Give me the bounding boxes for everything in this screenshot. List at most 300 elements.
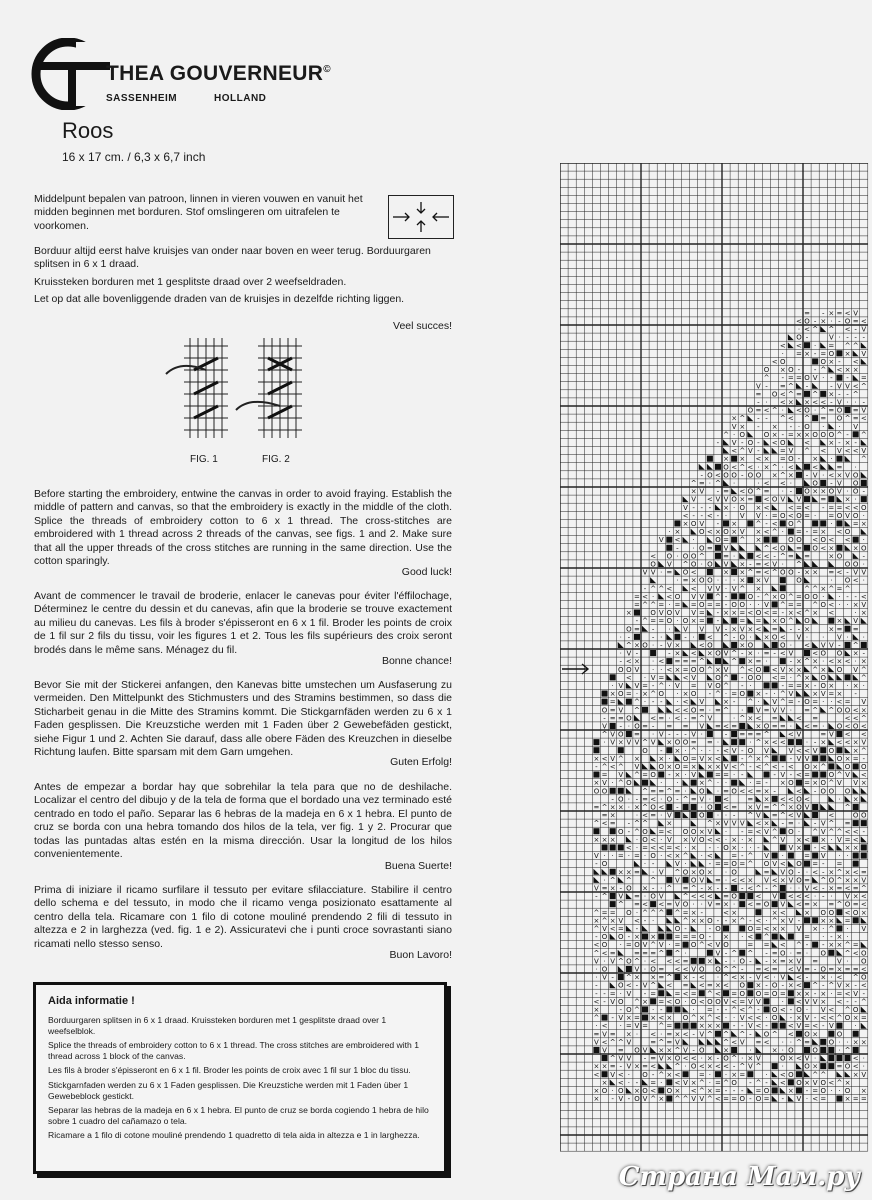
svg-text:·: · — [635, 690, 639, 699]
svg-text:×: × — [852, 649, 859, 658]
svg-text:O: O — [690, 941, 697, 950]
svg-text:^: ^ — [836, 827, 843, 836]
svg-text:-: - — [603, 989, 606, 998]
svg-text:^: ^ — [642, 803, 648, 812]
svg-text:<: < — [690, 568, 697, 577]
svg-text:<: < — [779, 649, 786, 658]
svg-text:V: V — [715, 584, 721, 593]
svg-text:×: × — [682, 690, 689, 699]
svg-text:^: ^ — [844, 341, 851, 350]
svg-text:^: ^ — [852, 973, 859, 982]
svg-text:V: V — [594, 957, 599, 966]
svg-text:^: ^ — [650, 1095, 657, 1104]
svg-text:^: ^ — [658, 1022, 665, 1031]
svg-text:×: × — [860, 908, 867, 917]
svg-text:-: - — [805, 382, 809, 391]
svg-text:·: · — [789, 1038, 792, 1047]
svg-text:^: ^ — [747, 860, 754, 869]
svg-text:O: O — [852, 908, 859, 917]
svg-text:O: O — [650, 892, 656, 901]
svg-text:×: × — [828, 884, 835, 893]
svg-text:O: O — [747, 746, 754, 755]
svg-text:-: - — [651, 860, 655, 869]
svg-text:=: = — [771, 714, 778, 723]
svg-text:-: - — [708, 933, 712, 942]
svg-text:=: = — [796, 682, 802, 690]
svg-text:-: - — [708, 844, 712, 852]
svg-text:·: · — [700, 852, 703, 861]
svg-text:-: - — [789, 487, 793, 496]
svg-text:<: < — [860, 900, 867, 909]
svg-text:<: < — [747, 665, 754, 674]
svg-text:<: < — [666, 981, 673, 990]
svg-text:O: O — [674, 925, 681, 933]
svg-text:×: × — [771, 592, 778, 601]
svg-text:^: ^ — [731, 649, 738, 658]
svg-text:<: < — [723, 908, 729, 917]
svg-text:=: = — [634, 852, 640, 861]
svg-text:<: < — [779, 390, 786, 399]
svg-text:=: = — [747, 795, 754, 804]
svg-text:-: - — [813, 366, 817, 375]
svg-text:<: < — [804, 325, 810, 334]
svg-text:-: - — [716, 511, 720, 520]
svg-text:×: × — [706, 754, 713, 763]
svg-text:V: V — [845, 471, 850, 480]
svg-text:×: × — [844, 349, 851, 358]
svg-text:-: - — [668, 771, 671, 780]
svg-text:=: = — [715, 601, 721, 609]
svg-text:·: · — [635, 811, 639, 820]
svg-text:·: · — [862, 560, 865, 569]
svg-text:V: V — [626, 1038, 632, 1047]
svg-text:O: O — [828, 771, 835, 780]
svg-text:-: - — [757, 592, 760, 601]
svg-text:V: V — [772, 698, 778, 707]
svg-text:-: - — [724, 592, 728, 601]
svg-text:<: < — [593, 1070, 600, 1079]
svg-text:=: = — [739, 730, 746, 739]
svg-text:<: < — [796, 981, 802, 990]
svg-text:<: < — [787, 1030, 794, 1039]
svg-text:-: - — [643, 1054, 647, 1063]
svg-text:O: O — [836, 722, 843, 731]
svg-text:×: × — [836, 617, 843, 626]
svg-text:-: - — [740, 673, 744, 682]
svg-text:×: × — [625, 1014, 632, 1023]
svg-text:-: - — [651, 722, 655, 731]
svg-text:<: < — [609, 763, 616, 771]
svg-text:·: · — [635, 844, 639, 852]
svg-text:V: V — [699, 592, 705, 601]
svg-text:=: = — [796, 349, 802, 358]
svg-text:<: < — [852, 503, 859, 512]
svg-text:·: · — [716, 738, 720, 747]
svg-text:·: · — [805, 868, 809, 877]
svg-text:-: - — [603, 714, 606, 723]
svg-text:×: × — [723, 568, 729, 577]
svg-text:O: O — [682, 617, 689, 626]
svg-text:=: = — [690, 989, 697, 998]
svg-text:=: = — [609, 949, 616, 958]
svg-text:^: ^ — [844, 414, 851, 423]
fig1-label: FIG. 1 — [190, 454, 218, 465]
svg-text:<: < — [706, 528, 713, 537]
svg-text:=: = — [658, 787, 665, 796]
svg-text:O: O — [755, 989, 762, 998]
svg-text:·: · — [595, 973, 598, 982]
svg-text:=: = — [658, 827, 665, 836]
svg-text:V: V — [837, 479, 842, 488]
svg-text:×: × — [650, 1014, 657, 1023]
svg-text:=: = — [828, 568, 835, 577]
svg-text:×: × — [828, 625, 835, 634]
svg-text:^: ^ — [617, 900, 624, 909]
svg-text:<: < — [763, 1038, 770, 1047]
svg-text:<: < — [804, 641, 810, 650]
svg-text:O: O — [788, 455, 794, 464]
svg-text:×: × — [836, 941, 843, 950]
svg-text:=: = — [796, 544, 802, 553]
svg-text:=: = — [779, 957, 786, 966]
svg-text:O: O — [666, 617, 673, 626]
svg-text:=: = — [609, 698, 616, 707]
svg-text:<: < — [634, 916, 640, 925]
svg-text:×: × — [723, 609, 729, 618]
svg-text:·: · — [749, 844, 752, 852]
svg-text:<: < — [682, 1030, 689, 1039]
svg-text:O: O — [690, 997, 697, 1006]
svg-text:×: × — [836, 471, 843, 480]
svg-text:<: < — [787, 795, 794, 804]
svg-text:O: O — [844, 706, 851, 715]
svg-text:=: = — [804, 706, 810, 715]
svg-text:-: - — [611, 1095, 614, 1104]
svg-text:=: = — [860, 868, 867, 877]
svg-text:<: < — [747, 609, 754, 618]
svg-text:V: V — [804, 803, 810, 812]
svg-text:<: < — [755, 892, 762, 901]
svg-text:^: ^ — [723, 633, 729, 642]
svg-text:×: × — [836, 690, 843, 699]
svg-text:-: - — [724, 1006, 728, 1014]
svg-text:O: O — [779, 1054, 786, 1063]
svg-text:-: - — [595, 989, 598, 998]
svg-text:·: · — [724, 690, 728, 699]
svg-text:^: ^ — [698, 1087, 705, 1095]
svg-text:-: - — [757, 422, 760, 431]
svg-text:-: - — [781, 609, 785, 618]
svg-text:=: = — [625, 690, 632, 699]
svg-text:-: - — [692, 511, 695, 520]
svg-text:·: · — [846, 925, 849, 933]
svg-text:×: × — [820, 317, 827, 326]
svg-text:V: V — [861, 925, 867, 933]
svg-text:V: V — [853, 665, 859, 674]
svg-text:<: < — [812, 536, 819, 545]
svg-text:-: - — [854, 325, 857, 334]
svg-text:O: O — [723, 1054, 729, 1063]
svg-text:×: × — [852, 544, 859, 553]
svg-text:<: < — [820, 544, 827, 553]
svg-text:·: · — [652, 657, 655, 666]
svg-text:V: V — [683, 625, 688, 634]
svg-text:=: = — [698, 617, 705, 626]
svg-text:-: - — [757, 414, 760, 423]
svg-text:O: O — [731, 495, 737, 504]
svg-text:<: < — [658, 803, 665, 812]
svg-text:=: = — [852, 414, 859, 423]
svg-text:=: = — [715, 1087, 721, 1095]
svg-text:^: ^ — [731, 1006, 738, 1014]
svg-text:=: = — [642, 722, 648, 731]
svg-text:×: × — [852, 601, 859, 609]
svg-text:-: - — [724, 1087, 728, 1095]
svg-text:×: × — [690, 576, 697, 585]
svg-text:<: < — [796, 997, 802, 1006]
svg-text:·: · — [822, 933, 825, 942]
svg-text:-: - — [813, 844, 817, 852]
svg-text:×: × — [634, 641, 640, 650]
svg-text:·: · — [814, 892, 817, 901]
svg-text:V: V — [853, 989, 859, 998]
svg-text:×: × — [828, 309, 835, 318]
svg-text:·: · — [733, 479, 736, 488]
svg-text:×: × — [804, 908, 810, 917]
svg-text:×: × — [771, 471, 778, 480]
svg-text:^: ^ — [796, 560, 802, 569]
svg-text:V: V — [861, 876, 867, 885]
svg-text:·: · — [684, 860, 687, 869]
spanish-sign: Buena Suerte! — [384, 860, 452, 872]
svg-text:=: = — [723, 860, 729, 869]
svg-text:×: × — [706, 884, 713, 893]
svg-text:V: V — [675, 876, 680, 885]
svg-text:O: O — [771, 495, 778, 504]
svg-text:=: = — [690, 657, 697, 666]
svg-text:=: = — [674, 601, 681, 609]
svg-text:^: ^ — [844, 941, 851, 950]
svg-text:<: < — [739, 787, 746, 796]
svg-text:V: V — [610, 957, 616, 966]
svg-text:O: O — [658, 763, 665, 771]
svg-text:×: × — [706, 1054, 713, 1063]
svg-text:=: = — [650, 1038, 657, 1047]
svg-text:·: · — [765, 916, 768, 925]
svg-text:=: = — [812, 698, 819, 707]
svg-text:O: O — [682, 827, 689, 836]
svg-text:V: V — [634, 1022, 640, 1031]
svg-text:<: < — [731, 973, 738, 982]
svg-text:=: = — [787, 682, 794, 690]
svg-text:V: V — [610, 1070, 616, 1079]
svg-text:<: < — [844, 722, 851, 731]
svg-text:-: - — [830, 382, 833, 391]
svg-text:-: - — [838, 641, 841, 650]
svg-text:-: - — [692, 973, 695, 982]
svg-text:V: V — [756, 382, 761, 391]
svg-text:V: V — [861, 601, 867, 609]
svg-text:×: × — [674, 641, 681, 650]
svg-text:V: V — [618, 916, 624, 925]
svg-text:<: < — [698, 997, 705, 1006]
svg-text:V: V — [820, 852, 826, 861]
svg-text:·: · — [724, 584, 728, 593]
svg-text:=: = — [755, 560, 762, 569]
svg-text:O: O — [788, 366, 794, 375]
svg-text:V: V — [715, 625, 721, 634]
svg-text:^: ^ — [634, 819, 640, 828]
svg-text:O: O — [601, 933, 608, 942]
svg-text:V: V — [618, 1014, 624, 1023]
svg-text:×: × — [796, 430, 802, 439]
svg-text:-: - — [862, 398, 866, 407]
svg-text:-: - — [603, 997, 606, 1006]
svg-text:O: O — [739, 981, 746, 990]
svg-text:V: V — [731, 439, 737, 447]
svg-text:×: × — [804, 1078, 810, 1087]
svg-text:-: - — [854, 592, 857, 601]
svg-text:V: V — [723, 560, 729, 569]
svg-text:=: = — [666, 1038, 673, 1047]
svg-text:·: · — [846, 398, 849, 407]
svg-text:^: ^ — [771, 406, 778, 415]
svg-text:O: O — [852, 487, 859, 496]
svg-text:<: < — [674, 536, 681, 545]
french-instructions: Avant de commencer le travail de broderie, enlacer le canevas pour éviter l'éffilochage, Déterminez le centre du dessin et du canevas, afin que la broderie se trouve exactement au milieu du canevas. Les fils à broder s'épisseront en 6 x 1 fil. Broder les points de croix de 1 fil sur 2 fils du tissu, voir les figures 1 et 2. Tous les fils supérieurs des croix seront brodés dans le même sans. Ménagez du fil. — [34, 590, 452, 656]
svg-text:^: ^ — [747, 949, 754, 958]
svg-text:V: V — [666, 641, 672, 650]
svg-text:<: < — [860, 722, 867, 731]
svg-text:V: V — [707, 900, 713, 909]
svg-text:O: O — [707, 576, 713, 585]
svg-text:O: O — [844, 787, 851, 796]
svg-text:<: < — [820, 844, 827, 852]
svg-text:-: - — [862, 552, 866, 561]
svg-text:^: ^ — [812, 390, 819, 399]
svg-text:V: V — [772, 860, 778, 869]
svg-text:O: O — [642, 746, 648, 755]
svg-text:<: < — [820, 398, 827, 407]
svg-text:×: × — [844, 366, 851, 375]
svg-text:=: = — [666, 1022, 673, 1031]
svg-text:V: V — [602, 779, 607, 788]
svg-text:V: V — [723, 819, 729, 828]
svg-text:O: O — [698, 528, 705, 537]
svg-text:=: = — [820, 414, 827, 423]
svg-text:-: - — [651, 633, 655, 642]
svg-text:×: × — [715, 528, 721, 537]
svg-text:O: O — [820, 536, 827, 545]
svg-text:^: ^ — [860, 665, 867, 674]
svg-text:-: - — [821, 892, 825, 901]
svg-text:<: < — [860, 892, 867, 901]
svg-text:<: < — [860, 317, 867, 326]
svg-text:^: ^ — [763, 730, 770, 739]
svg-text:=: = — [650, 811, 657, 820]
svg-text:O: O — [836, 649, 843, 658]
svg-text:-: - — [757, 447, 760, 456]
svg-text:×: × — [706, 957, 713, 966]
svg-text:V: V — [699, 698, 705, 707]
svg-text:^: ^ — [739, 1062, 746, 1071]
svg-text:×: × — [731, 908, 738, 917]
svg-text:O: O — [788, 779, 794, 788]
svg-text:×: × — [779, 366, 786, 375]
svg-text:V: V — [796, 925, 802, 933]
svg-text:×: × — [844, 439, 851, 447]
svg-text:-: - — [821, 981, 825, 990]
svg-text:×: × — [836, 965, 843, 974]
svg-text:O: O — [682, 900, 689, 909]
svg-text:V: V — [796, 730, 802, 739]
svg-text:=: = — [836, 625, 843, 634]
svg-text:<: < — [779, 795, 786, 804]
svg-text:^: ^ — [828, 827, 835, 836]
svg-text:×: × — [852, 844, 859, 852]
svg-text:·: · — [724, 835, 728, 844]
svg-text:^: ^ — [682, 916, 689, 925]
svg-text:<: < — [755, 455, 762, 464]
svg-text:·: · — [708, 1070, 711, 1079]
svg-text:V: V — [707, 714, 713, 723]
svg-text:^: ^ — [860, 673, 867, 682]
svg-text:-: - — [821, 941, 825, 950]
svg-text:<: < — [755, 714, 762, 723]
svg-text:=: = — [642, 949, 648, 958]
svg-text:O: O — [812, 479, 818, 488]
svg-text:=: = — [787, 552, 794, 561]
svg-text:-: - — [749, 957, 752, 966]
svg-text:^: ^ — [755, 487, 762, 496]
svg-text:V: V — [723, 763, 729, 771]
svg-text:=: = — [755, 1038, 762, 1047]
svg-text:·: · — [797, 827, 801, 836]
svg-text:×: × — [609, 690, 616, 699]
svg-text:=: = — [812, 528, 819, 537]
svg-text:<: < — [787, 503, 794, 512]
svg-text:<: < — [796, 714, 802, 723]
svg-text:·: · — [676, 617, 679, 626]
svg-text:V: V — [634, 763, 640, 771]
svg-text:=: = — [634, 1014, 640, 1023]
svg-text:V: V — [658, 941, 664, 950]
svg-text:V: V — [837, 398, 842, 407]
svg-text:O: O — [763, 860, 770, 869]
svg-text:O: O — [682, 1014, 689, 1023]
svg-text:O: O — [804, 592, 810, 601]
svg-text:<: < — [706, 633, 713, 642]
svg-text:-: - — [757, 1006, 760, 1014]
svg-text:×: × — [593, 916, 600, 925]
svg-text:<: < — [601, 1022, 608, 1031]
svg-text:×: × — [593, 1087, 600, 1095]
svg-text:O: O — [763, 900, 770, 909]
svg-text:<: < — [763, 479, 770, 488]
svg-text:·: · — [684, 997, 687, 1006]
svg-text:O: O — [674, 763, 681, 771]
svg-text:O: O — [690, 665, 697, 674]
svg-text:×: × — [755, 503, 762, 512]
svg-text:-: - — [773, 552, 776, 561]
svg-text:×: × — [609, 916, 616, 925]
svg-text:·: · — [676, 576, 679, 585]
svg-text:^: ^ — [828, 584, 835, 593]
svg-text:=: = — [755, 1087, 762, 1095]
svg-text:O: O — [666, 552, 673, 561]
svg-text:^: ^ — [828, 706, 835, 715]
svg-text:O: O — [617, 827, 624, 836]
